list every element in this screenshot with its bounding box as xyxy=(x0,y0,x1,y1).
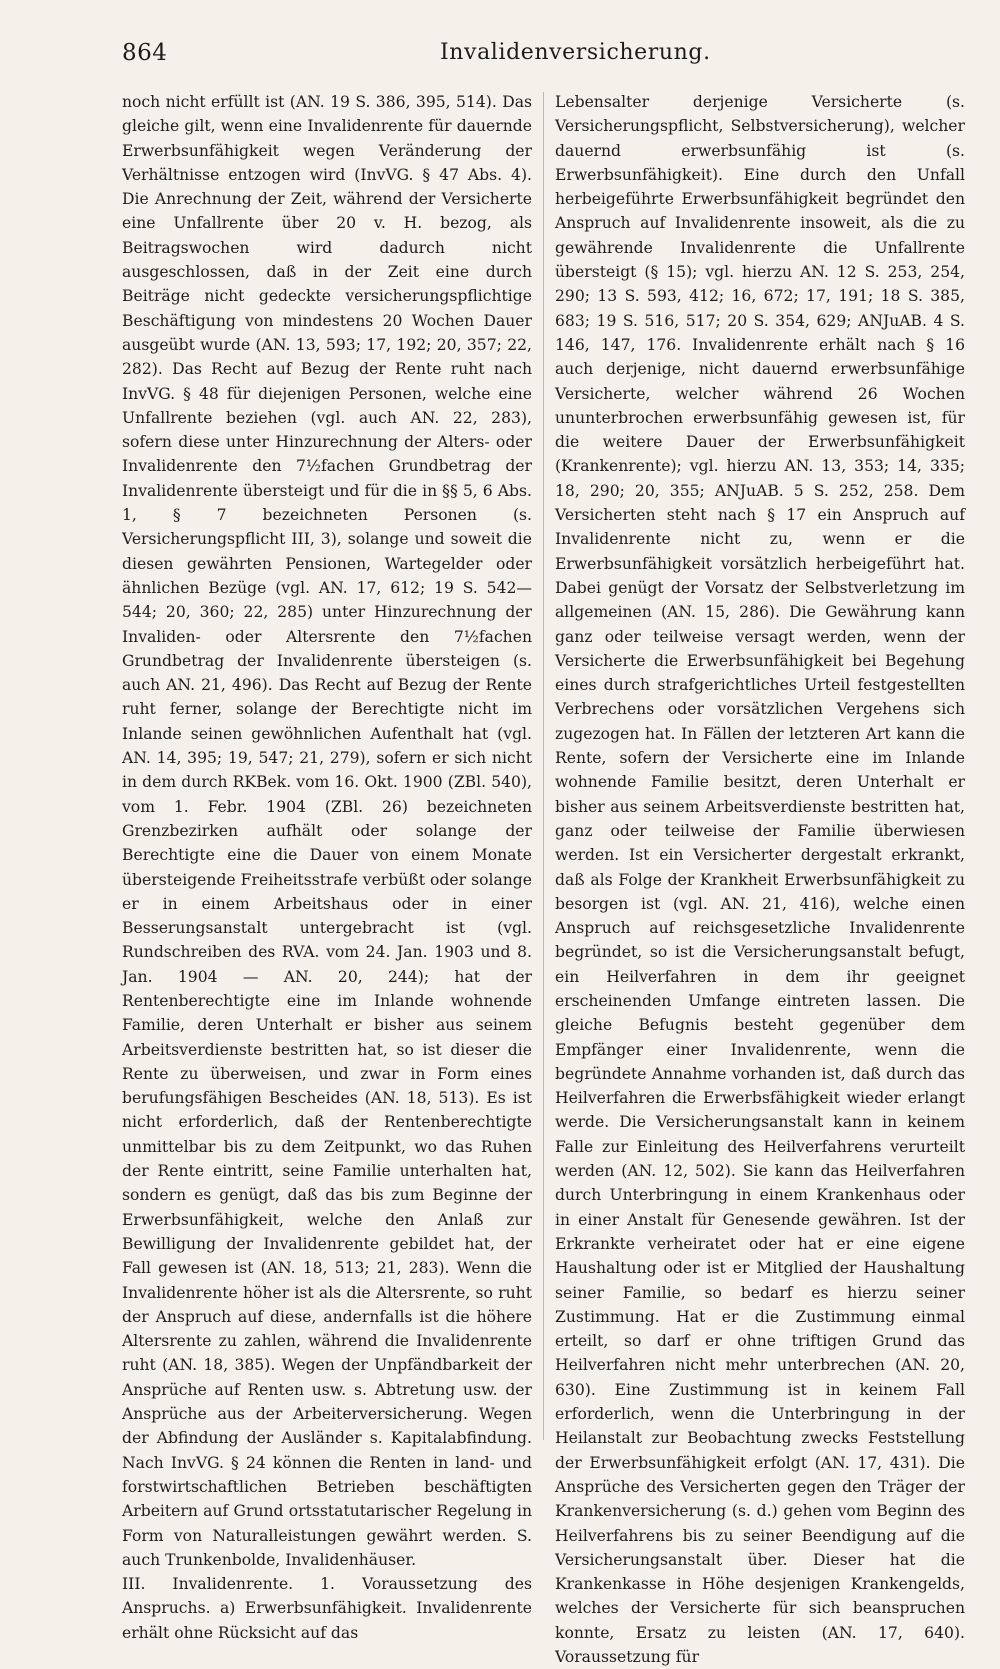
right-paragraph-1: Lebensalter derjenige Versicherte (s. Versicherungspflicht, Selbstversicherung), welcher dauernd erwerbsunfähig ist (s. Erwerbsunfähigkeit). Eine durch den Unfall herbeigeführte Erwerbsunfähigkeit begründet den Anspruch auf Invalidenrente insoweit, als die zu gewährende Invalidenrente die Unfallrente übersteigt (§ 15); vgl. hierzu AN. 12 S. 253, 254, 290; 13 S. 593, 412; 16, 672; 17, 191; 18 S. 385, 683; 19 S. 516, 517; 20 S. 354, 629; ANJuAB. 4 S. 146, 147, 176. Invalidenrente erhält nach § 16 auch derjenige, nicht dauernd erwerbsunfähige Versicherte, welcher während 26 Wochen ununterbrochen erwerbsunfähig gewesen ist, für die weitere Dauer der Erwerbsunfähigkeit (Krankenrente); vgl. hierzu AN. 13, 353; 14, 335; 18, 290; 20, 355; ANJuAB. 5 S. 252, 258. Dem Versicherten steht nach § 17 ein Anspruch auf Invalidenrente nicht zu, wenn er die Erwerbsunfähigkeit vorsätzlich herbeigeführt hat. Dabei genügt der Vorsatz der Selbstverletzung im allgemeinen (AN. 15, 286). Die Gewährung kann ganz oder teilweise versagt werden, wenn der Versicherte die Erwerbsunfähigkeit bei Begehung eines durch strafgerichtliches Urteil festgestellten Verbrechens oder vorsätzlichen Vergehens sich zugezogen hat. In Fällen der letzteren Art kann die Rente, sofern der Versicherte eine im Inlande wohnende Familie besitzt, deren Unterhalt er bisher aus seinem Arbeitsverdienste bestritten hat, ganz oder teilweise der Familie überwiesen werden. Ist ein Versicherter dergestalt erkrankt, daß als Folge der Krankheit Erwerbsunfähigkeit zu besorgen ist (vgl. AN. 21, 416), welche einen Anspruch auf reichsgesetzliche Invalidenrente begründet, so ist die Versicherungsanstalt befugt, ein Heilverfahren in dem ihr geeignet erscheinenden Umfange eintreten lassen. Die gleiche Befugnis besteht gegenüber dem Empfänger einer Invalidenrente, wenn die begründete Annahme vorhanden ist, daß durch das Heilverfahren die Erwerbsfähigkeit wieder erlangt werde. Die Versicherungsanstalt kann in keinem Falle zur Einleitung des Heilverfahrens verurteilt werden (AN. 12, 502). Sie kann das Heilverfahren durch Unterbringung in einem Krankenhaus oder in einer Anstalt für Genesende gewähren. Ist der Erkrankte verheiratet oder hat er eine eigene Haushaltung oder ist er Mitglied der Haushaltung seiner Familie, so bedarf es hierzu seiner Zustimmung. Hat er die Zustimmung einmal erteilt, so darf er ohne triftigen Grund das Heilverfahren nicht mehr unterbrechen (AN. 20, 630). Eine Zustimmung ist in keinem Fall erforderlich, wenn die Unterbringung in der Heilanstalt zur Beobachtung zwecks Feststellung der Erwerbsunfähigkeit erfolgt (AN. 17, 431). Die Ansprüche des Versicherten gegen den Träger der Krankenversicherung (s. d.) gehen vom Beginn des Heilverfahrens bis zu seiner Beendigung auf die Versicherungsanstalt über. Dieser hat die Krankenkasse in Höhe desjenigen Krankengelds, welches der Versicherte für sich beanspruchen konnte, Ersatz zu leisten (AN. 17, 640). Voraussetzung für xyxy=(555,93,965,1666)
left-column xyxy=(122,90,532,1645)
left-paragraph-1: noch nicht erfüllt ist (AN. 19 S. 386, 395, 514). Das gleiche gilt, wenn eine Invalidenrente für dauernde Erwerbsunfähigkeit wegen Veränderung der Verhältnisse entzogen wird (InvVG. § 47 Abs. 4). Die Anrechnung der Zeit, während der Versicherte eine Unfallrente über 20 v. H. bezog, als Beitragswochen wird dadurch nicht ausgeschlossen, daß in der Zeit eine durch Beiträge nicht gedeckte versicherungspflichtige Beschäftigung von mindestens 20 Wochen Dauer ausgeübt wurde (AN. 13, 593; 17, 192; 20, 357; 22, 282). Das Recht auf Bezug der Rente ruht nach InvVG. § 48 für diejenigen Personen, welche eine Unfallrente beziehen (vgl. auch AN. 22, 283), sofern diese unter Hinzurechnung der Alters- oder Invalidenrente den 7½fachen Grundbetrag der Invalidenrente übersteigt und für die in §§ 5, 6 Abs. 1, § 7 bezeichneten Personen (s. Versicherungspflicht III, 3), solange und soweit die diesen gewährten Pensionen, Wartegelder oder ähnlichen Bezüge (vgl. AN. 17, 612; 19 S. 542—544; 20, 360; 22, 285) unter Hinzurechnung der Invaliden- oder Altersrente den 7½fachen Grundbetrag der Invalidenrente übersteigen (s. auch AN. 21, 496). Das Recht auf Bezug der Rente ruht ferner, solange der Berechtigte nicht im Inlande seinen gewöhnlichen Aufenthalt hat (vgl. AN. 14, 395; 19, 547; 21, 279), sofern er sich nicht in dem durch RKBek. vom 16. Okt. 1900 (ZBl. 540), vom 1. Febr. 1904 (ZBl. 26) bezeichneten Grenzbezirken aufhält oder solange der Berechtigte eine die Dauer von einem Monate übersteigende Freiheitsstrafe verbüßt oder solange er in einem Arbeitshaus oder in einer Besserungsanstalt untergebracht ist (vgl. Rundschreiben des RVA. vom 24. Jan. 1903 und 8. Jan. 1904 — AN. 20, 244); hat der Rentenberechtigte eine im Inlande wohnende Familie, deren Unterhalt er bisher aus seinem Arbeitsverdienste bestritten hat, so ist dieser die Rente zu überweisen, und zwar in Form eines berufungsfähigen Bescheides (AN. 18, 513). Es ist nicht erforderlich, daß der Rentenberechtigte unmittelbar bis zu dem Zeitpunkt, wo das Ruhen der Rente eintritt, seine Familie unterhalten hat, sondern es genügt, daß das bis zum Beginne der Erwerbsunfähigkeit, welche den Anlaß zur Bewilligung der Invalidenrente gebildet hat, der Fall gewesen ist (AN. 18, 513; 21, 283). Wenn die Invalidenrente höher ist als die Altersrente, so ruht der Anspruch auf diese, andernfalls ist die höhere Altersrente zu zahlen, während die Invalidenrente ruht (AN. 18, 385). Wegen der Unpfändbarkeit der Ansprüche auf Renten usw. s. Abtretung usw. der Ansprüche aus der Arbeiterversicherung. Wegen der Abfindung der Ausländer s. Kapitalabfindung. Nach InvVG. § 24 können die Renten in land- und forstwirtschaftlichen Betrieben beschäftigten Arbeitern auf Grund ortsstatutarischer Regelung in Form von Naturalleistungen gewährt werden. S. auch Trunkenbolde, Invalidenhäuser. xyxy=(122,93,532,1569)
page-number: 864 xyxy=(122,40,168,66)
column-divider xyxy=(543,92,544,1440)
right-column xyxy=(555,90,965,1669)
left-paragraph-2: III. Invalidenrente. 1. Voraussetzung des Anspruchs. a) Erwerbsunfähigkeit. Invalidenrente erhält ohne Rücksicht auf das xyxy=(122,1575,532,1642)
page-header xyxy=(122,40,966,80)
running-title: Invalidenversicherung. xyxy=(440,40,711,65)
